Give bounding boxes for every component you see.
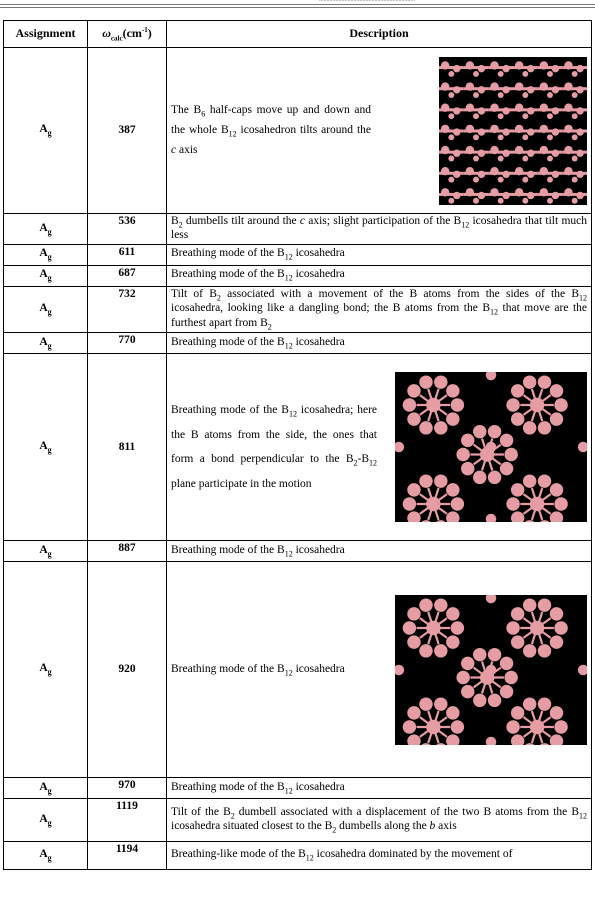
assignment-cell	[4, 265, 88, 286]
assignment-subscript: g	[47, 128, 52, 138]
subscript: 2	[267, 321, 272, 331]
subscript: 12	[228, 129, 237, 139]
description-text: plane participate in the motion	[171, 478, 312, 491]
description-text: icosahedra	[292, 335, 345, 348]
description-text: icosahedra, looking like a dangling bond; the B atoms from the B	[171, 302, 491, 315]
assignment-symbol: A	[39, 221, 48, 234]
omega-subscript: calc	[110, 34, 123, 43]
subscript: 12	[579, 810, 587, 820]
assignment-cell	[4, 778, 88, 799]
table-row	[4, 214, 592, 245]
description-text: icosahedra; here the B atoms from the side, the ones that form a bond perpendicular to the B	[171, 403, 377, 466]
table-row	[4, 244, 592, 265]
column-header-assignment: Assignment	[4, 21, 88, 48]
description-text: axis	[176, 143, 198, 156]
subscript: 6	[201, 109, 206, 119]
frequency-cell: 536	[88, 214, 167, 245]
description-cell	[167, 286, 592, 332]
description-text: Breathing mode of the B	[171, 780, 285, 793]
table-row	[4, 265, 592, 286]
description-paragraph	[171, 398, 377, 496]
description-paragraph	[171, 101, 371, 160]
assignment-symbol: A	[39, 123, 48, 136]
assignment-symbol: A	[39, 335, 48, 348]
description-with-figure	[171, 372, 587, 522]
vibrational-modes-table	[3, 20, 592, 870]
assignment-subscript: g	[47, 549, 52, 559]
description-text: dumbells along the	[336, 820, 430, 833]
frequency-cell: 387	[88, 48, 167, 214]
description-with-figure	[171, 57, 587, 205]
description-text: dumbell associated with a displacement of the two B atoms from the B	[234, 805, 579, 818]
molecular-structure-image	[395, 595, 587, 745]
assignment-subscript: g	[47, 818, 52, 828]
assignment-symbol: A	[39, 302, 48, 315]
description-text: icosahedra that tilt much less	[171, 215, 587, 242]
description-text: icosahedra dominated by the movement of	[313, 848, 513, 861]
description-cell	[167, 799, 592, 842]
description-text: dumbells tilt around the	[182, 215, 300, 227]
description-cell	[167, 842, 592, 870]
frequency-cell: 1119	[88, 799, 167, 842]
running-head: ................................................................	[319, 0, 415, 3]
table-row	[4, 354, 592, 541]
description-text: that move are the furthest apart from B	[171, 302, 587, 329]
description-text: icosahedra	[292, 780, 345, 793]
table-row	[4, 799, 592, 842]
assignment-subscript: g	[47, 273, 52, 283]
subscript: 12	[284, 341, 293, 351]
description-text: icosahedra	[292, 663, 345, 676]
frequency-cell: 970	[88, 778, 167, 799]
description-cell	[167, 214, 592, 245]
assignment-cell	[4, 333, 88, 354]
assignment-symbol: A	[39, 812, 48, 825]
frequency-cell: 732	[88, 286, 167, 332]
frequency-cell: 611	[88, 244, 167, 265]
column-header-description: Description	[167, 21, 592, 48]
assignment-cell	[4, 541, 88, 562]
description-text: icosahedra	[292, 268, 345, 281]
assignment-subscript: g	[47, 853, 52, 863]
description-cell	[167, 265, 592, 286]
description-text: icosahedra	[292, 247, 345, 260]
subscript: 12	[284, 252, 293, 262]
assignment-cell	[4, 286, 88, 332]
top-rule	[0, 4, 595, 5]
description-paragraph	[171, 657, 377, 682]
subscript: 12	[490, 307, 499, 317]
description-text: Breathing mode of the B	[171, 403, 289, 416]
table-body	[4, 48, 592, 870]
assignment-subscript: g	[47, 667, 52, 677]
subscript: 12	[284, 668, 293, 678]
omega-unit: (cm	[122, 25, 142, 40]
assignment-cell	[4, 48, 88, 214]
description-text: Breathing mode of the B	[171, 247, 285, 260]
subscript: 12	[284, 786, 293, 796]
assignment-subscript: g	[47, 226, 52, 236]
description-text: axis	[435, 820, 457, 833]
omega-unit-close: )	[147, 25, 152, 40]
subscript: 12	[284, 273, 293, 283]
description-text: Tilt of the B	[171, 805, 231, 818]
table-row	[4, 562, 592, 778]
description-text: associated with a movement of the B atoms from the sides of the B	[220, 287, 579, 300]
assignment-subscript: g	[47, 252, 52, 262]
top-rule-secondary	[0, 7, 595, 8]
subscript: 2	[332, 825, 337, 835]
description-text: axis; slight participation of the B	[305, 215, 462, 227]
table-row	[4, 842, 592, 870]
subscript: 12	[461, 220, 470, 230]
description-text: Breathing mode of the B	[171, 268, 285, 281]
subscript: 12	[305, 853, 314, 863]
subscript: 12	[579, 293, 587, 302]
molecular-structure-image	[395, 372, 587, 522]
molecular-structure-image	[439, 57, 587, 205]
assignment-cell	[4, 214, 88, 245]
description-text: icosahedra situated closest to the B	[171, 820, 333, 833]
subscript: 2	[216, 293, 221, 302]
description-text: Breathing mode of the B	[171, 335, 285, 348]
frequency-cell: 1194	[88, 842, 167, 870]
description-with-figure	[171, 595, 587, 745]
description-text: half-caps move up and down and the whole B	[171, 103, 371, 136]
description-cell	[167, 541, 592, 562]
assignment-subscript: g	[47, 786, 52, 796]
description-text: Breathing mode of the B	[171, 543, 285, 556]
description-cell	[167, 244, 592, 265]
assignment-cell	[4, 842, 88, 870]
table-row	[4, 541, 592, 562]
description-text: Breathing mode of the B	[171, 663, 285, 676]
subscript: 2	[178, 220, 183, 230]
description-text: B	[171, 215, 179, 227]
assignment-symbol: A	[39, 543, 48, 556]
subscript: 2	[230, 810, 235, 820]
omega-symbol: ω	[102, 25, 111, 40]
assignment-symbol: A	[39, 848, 48, 861]
subscript: 2	[353, 458, 358, 468]
description-cell	[167, 778, 592, 799]
subscript: 12	[369, 458, 377, 468]
table-header-row	[4, 21, 592, 48]
subscript: 12	[288, 409, 297, 419]
assignment-symbol: A	[39, 268, 48, 281]
table-row	[4, 778, 592, 799]
description-text: The B	[171, 103, 202, 116]
assignment-symbol: A	[39, 247, 48, 260]
frequency-cell: 887	[88, 541, 167, 562]
assignment-cell	[4, 244, 88, 265]
description-text: Tilt of B	[171, 287, 217, 300]
axis-label: c	[171, 143, 177, 156]
description-cell	[167, 354, 592, 541]
table-row	[4, 48, 592, 214]
description-text: icosahedra	[292, 543, 345, 556]
assignment-symbol: A	[39, 662, 48, 675]
description-text: -B	[357, 453, 369, 466]
assignment-symbol: A	[39, 439, 48, 452]
frequency-cell: 920	[88, 562, 167, 778]
frequency-cell: 687	[88, 265, 167, 286]
assignment-subscript: g	[47, 341, 52, 351]
axis-label: b	[429, 820, 436, 833]
assignment-cell	[4, 354, 88, 541]
table-row	[4, 286, 592, 332]
frequency-cell: 811	[88, 354, 167, 541]
table-row	[4, 333, 592, 354]
description-cell	[167, 333, 592, 354]
description-cell	[167, 562, 592, 778]
assignment-subscript: g	[47, 307, 52, 317]
column-header-frequency	[88, 21, 167, 48]
description-text: icosahedron tilts around the	[236, 123, 371, 136]
assignment-symbol: A	[39, 780, 48, 793]
assignment-cell	[4, 799, 88, 842]
assignment-subscript: g	[47, 445, 52, 455]
description-text: Breathing-like mode of the B	[171, 848, 306, 861]
omega-unit-exponent: -1	[141, 25, 148, 34]
subscript: 12	[284, 549, 293, 559]
description-cell	[167, 48, 592, 214]
frequency-cell: 770	[88, 333, 167, 354]
axis-label: c	[299, 215, 305, 227]
assignment-cell	[4, 562, 88, 778]
